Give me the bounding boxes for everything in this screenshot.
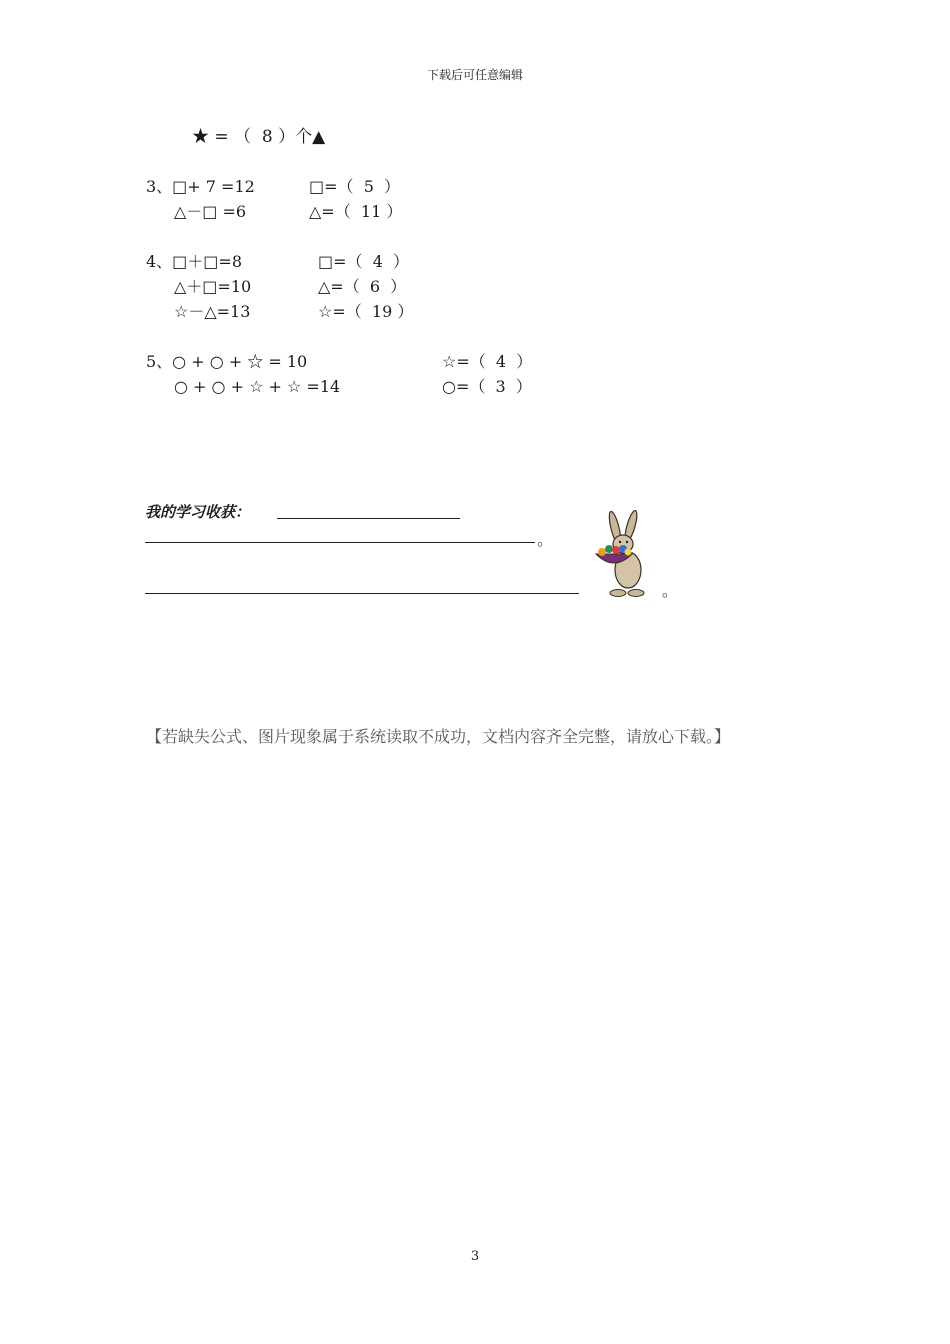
problem-4-line-1: 4、□＋□=8: [146, 252, 243, 271]
problem-3-line-1: 3、□+ 7 =12: [146, 177, 255, 196]
problem-3-line-2-answer: △=（ 11 ）: [309, 202, 403, 221]
period-1: 。: [537, 530, 554, 549]
problem-3-line-1-answer: □=（ 5 ）: [309, 177, 401, 196]
period-2: 。: [662, 581, 679, 600]
problem-4-line-3-answer: ☆=（ 19 ）: [318, 302, 414, 321]
problem-4-line-1-answer: □=（ 4 ）: [318, 252, 410, 271]
harvest-blank-3: [145, 593, 579, 594]
missing-content-notice: 【若缺失公式、图片现象属于系统读取不成功，文档内容齐全完整，请放心下载。】: [146, 727, 731, 746]
harvest-label: 我的学习收获：: [145, 503, 251, 521]
harvest-blank-2: [145, 542, 535, 543]
problem-4-line-2: △＋□=10: [174, 277, 252, 296]
page-header: 下载后可任意编辑: [426, 68, 523, 82]
problem-5-line-2-answer: ○=（ 3 ）: [442, 377, 532, 396]
bunny-illustration: [590, 508, 660, 600]
problem-4-line-2-answer: △=（ 6 ）: [318, 277, 407, 296]
problem-5-line-2: ○ + ○ + ☆ + ☆ =14: [174, 377, 341, 396]
problem-4-line-3: ☆－△=13: [174, 302, 251, 321]
problem-3-line-2: △－□ =6: [174, 202, 247, 221]
problem-5-line-1: 5、○ + ○ + ☆ = 10: [146, 352, 308, 371]
problem-5-line-1-answer: ☆=（ 4 ）: [442, 352, 533, 371]
harvest-blank-1: [277, 518, 460, 519]
page-number: 3: [470, 1249, 480, 1264]
star-equation: ★ = （ 8 ）个▲: [192, 127, 326, 147]
